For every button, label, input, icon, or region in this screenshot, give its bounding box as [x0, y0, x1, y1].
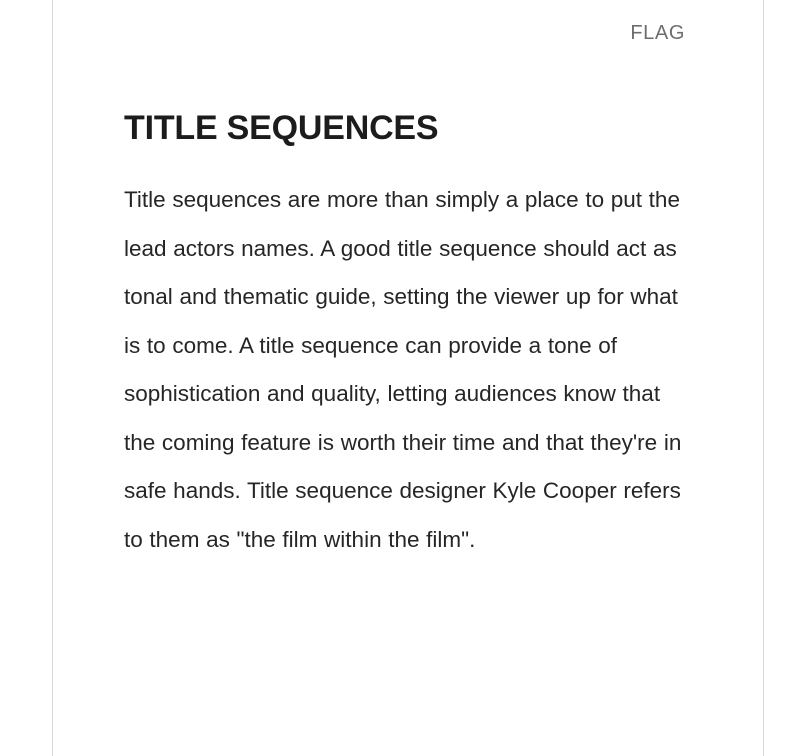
right-gutter — [764, 0, 800, 756]
left-gutter — [0, 0, 52, 756]
flag-label: FLAG — [630, 22, 685, 44]
article-body-text: Title sequences are more than simply a place to put the lead actors names. A good title sequence should act as tonal and thematic guide, setting the viewer up for what is to come. A title sequence can provide a tone of sophistication and quality, letting audiences know that the coming feature is worth their time and that they're in safe hands. Title sequence designer Kyle Cooper refers to them as "the film within the film". — [124, 187, 682, 552]
page-title: TITLE SEQUENCES — [124, 109, 439, 147]
flag-action[interactable] — [630, 22, 685, 45]
article-container — [53, 0, 763, 756]
article — [124, 108, 694, 564]
